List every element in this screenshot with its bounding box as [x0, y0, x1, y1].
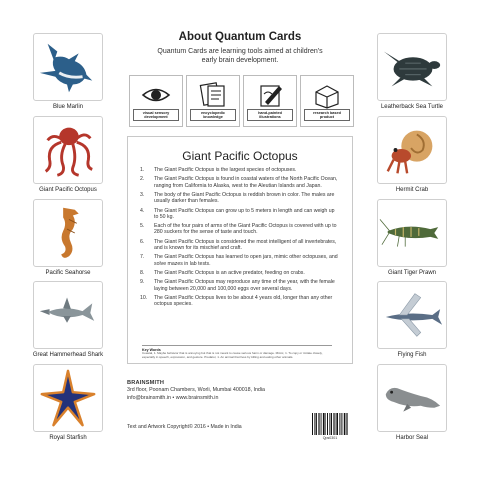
blue-marlin-icon [34, 34, 102, 100]
hammerhead-shark-icon [34, 282, 102, 348]
prawn-icon [378, 200, 446, 266]
feature-encyclopedic [186, 75, 240, 127]
key-words-text: Coastal, 1. Maybe behavior that is annoying but that is not meant to cause serious harm or damage. Mimic, 1. To copy or imitate closely, especially in speech, expression, and gesture. Predator, 1. An animal that lives by killing and eating other animals. [142, 351, 323, 359]
feature-label: visual sensory development [133, 109, 179, 121]
fact-item: 8. The Giant Pacific Octopus is an active predator, feeding on crabs. [140, 269, 305, 276]
sea-turtle-icon [378, 34, 446, 100]
intro-text: Quantum Cards are learning tools aimed at children's early brain development. [157, 48, 323, 64]
card-label: Flying Fish [397, 352, 427, 358]
fact-item: 4. The Giant Pacific Octopus can grow up to 5 meters in length and can weigh up to 50 kg. [140, 207, 335, 220]
fact-item: 7. The Giant Pacific Octopus has learned to open jars, mimic other octopuses, and solve mazes in lab tests. [140, 254, 338, 267]
fact-item: 2. The Giant Pacific Octopus is found in coastal waters of the North Pacific Ocean, ranging from California to Alaska, west to the Aleutian Islands and Japan. [140, 176, 338, 189]
card-royal-starfish[interactable] [33, 364, 103, 432]
flying-fish-icon [378, 282, 446, 348]
key-words-title: Key Words [142, 348, 161, 352]
octopus-icon [34, 117, 102, 183]
card-label: Blue Marlin [52, 104, 83, 110]
card-label: Royal Starfish [49, 435, 87, 441]
company-contact: info@brainsmith.in • www.brainsmith.in [127, 394, 219, 401]
barcode-icon [312, 413, 348, 435]
starfish-icon [34, 365, 102, 431]
card-giant-tiger-prawn[interactable] [377, 199, 447, 267]
feature-research-based [300, 75, 354, 127]
card-label: Hermit Crab [395, 187, 429, 193]
feature-visual-sensory [129, 75, 183, 127]
feature-label: encyclopedic knowledge [190, 109, 236, 121]
box-icon [310, 80, 344, 110]
card-label: Great Hammerhead Shark [32, 352, 104, 358]
fact-item: 5. Each of the four pairs of arms of the Giant Pacific Octopus is covered with up to 280 suckers for the sense of taste and touch. [140, 223, 337, 236]
card-pacific-seahorse[interactable] [33, 199, 103, 267]
card-harbor-seal[interactable] [377, 364, 447, 432]
harbor-seal-icon [378, 365, 446, 431]
eye-icon [139, 80, 173, 110]
fact-item: 10. The Giant Pacific Octopus lives to be about 4 years old, longer than any other octopus species. [140, 294, 333, 308]
key-words [142, 345, 332, 359]
feature-label: research based product [304, 109, 350, 121]
card-flying-fish[interactable] [377, 281, 447, 349]
pen-hand-icon [253, 80, 287, 110]
facts-title: Giant Pacific Octopus [182, 149, 298, 163]
documents-icon [196, 80, 230, 110]
feature-hand-painted [243, 75, 297, 127]
seahorse-icon [34, 200, 102, 266]
page-title: About Quantum Cards [178, 31, 302, 43]
card-great-hammerhead-shark[interactable] [33, 281, 103, 349]
fact-item: 1. The Giant Pacific Octopus is the largest species of octopuses. [140, 167, 297, 173]
card-leatherback-sea-turtle[interactable] [377, 33, 447, 101]
feature-label: hand-painted illustrations [247, 109, 293, 121]
card-label: Harbor Seal [395, 435, 428, 441]
barcode-number: Qps0301 [322, 436, 338, 440]
hermit-crab-icon [378, 117, 446, 183]
card-giant-pacific-octopus[interactable] [33, 116, 103, 184]
fact-item: 3. The body of the Giant Pacific Octopus is reddish brown in color. The males are usually darker than females. [140, 191, 335, 205]
fact-item: 6. The Giant Pacific Octopus is considered the most intelligent of all invertebrates, and is known for its mischief and craft. [140, 238, 337, 251]
copyright: Text and Artwork Copyright© 2016 • Made in India [127, 424, 242, 430]
facts-list [140, 167, 340, 311]
fact-item: 9. The Giant Pacific Octopus may reproduce any time of the year, with the female laying between 20,000 and 100,000 eggs over several days. [140, 279, 335, 292]
card-label: Giant Pacific Octopus [39, 187, 97, 193]
facts-panel [127, 136, 353, 364]
company-info [127, 380, 265, 402]
company-name: BRAINSMITH [127, 380, 165, 386]
card-hermit-crab[interactable] [377, 116, 447, 184]
card-label: Giant Tiger Prawn [387, 270, 437, 276]
card-label: Leatherback Sea Turtle [380, 104, 444, 110]
card-label: Pacific Seahorse [45, 270, 91, 276]
card-blue-marlin[interactable] [33, 33, 103, 101]
company-address: 3rd floor, Poonam Chambers, Worli, Mumbai 400018, India [127, 387, 265, 394]
